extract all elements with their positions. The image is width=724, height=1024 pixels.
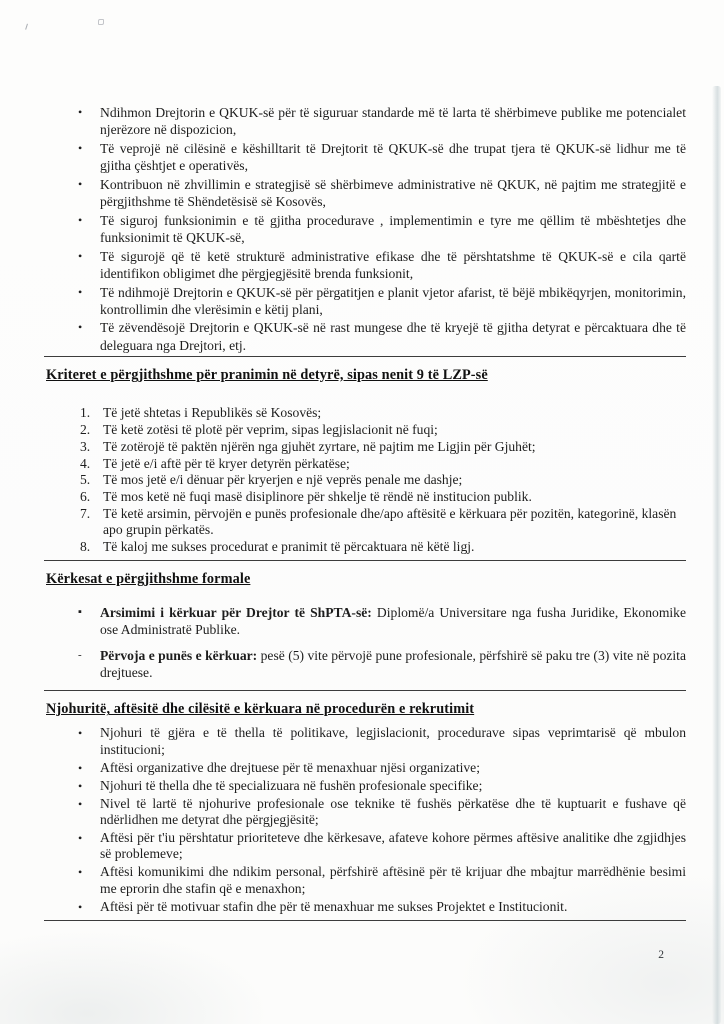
bullet-text: Të sigurojë që të ketë strukturë administrative efikase dhe të përshtatshme të QKUK-së e cila qartë identifikon obligimet dhe përgjegjësitë brenda funksionit, — [100, 248, 686, 281]
bullet-icon: • — [78, 760, 83, 775]
item-text: Të jetë shtetas i Republikës së Kosovës; — [103, 404, 322, 420]
item-text: Të zotërojë të paktën njërën nga gjuhët zyrtare, në pajtim me Ligjin për Gjuhët; — [103, 438, 536, 454]
list-item — [78, 319, 686, 353]
bullet-icon: • — [78, 320, 83, 335]
duties-bullet-list — [44, 104, 686, 354]
bullet-text: Kontribuon në zhvillimin e strategjisë së shërbimeve administrative në QKUK, në pajtim me strategjitë e përgjithshme të Shëndetësisë së Kosovës, — [100, 176, 686, 210]
list-item — [78, 760, 686, 776]
bullet-text: Të ndihmojë Drejtorin e QKUK-së për përgatitjen e planit vjetor afarist, të bëjë mbikëqyrjen, monitorimin, kontrollimin dhe vlerësimin e këtij plani, — [100, 284, 686, 317]
item-text: Të mos jetë e/i dënuar për kryerjen e një veprës penale me dashje; — [103, 472, 463, 488]
item-number: 8. — [80, 539, 91, 555]
bullet-text: Aftësi komunikimi dhe ndikim personal, përfshirë aftësinë për të krijuar dhe mbajtur marrëdhënie besimi me eprorin dhe stafin që e menaxhon; — [100, 864, 686, 896]
list-item — [80, 472, 686, 488]
section-heading-criteria: Kriteret e përgjithshme për pranimin në detyrë, sipas nenit 9 të LZP-së — [46, 366, 488, 383]
bullet-icon: • — [78, 830, 83, 845]
list-item — [78, 212, 686, 246]
list-item — [80, 422, 686, 438]
bullet-icon: • — [78, 176, 83, 191]
bullet-icon: • — [78, 778, 83, 793]
item-text: Të kaloj me sukses procedurat e pranimit të përcaktuara në këtë ligj. — [103, 539, 475, 555]
square-bullet-icon: ▪ — [78, 605, 82, 618]
item-text: Të ketë zotësi të plotë për veprim, sipas legjislacionit në fuqi; — [103, 421, 438, 437]
list-item — [80, 506, 686, 539]
item-body: Diplomë/a Universitare nga fusha Juridike, Ekonomike ose Administratë Publike. — [100, 604, 686, 637]
dash-bullet-icon: - — [78, 649, 82, 662]
item-text: Të ketë arsimin, përvojën e punës profesionale dhe/apo aftësitë e kërkuara për pozitën, kategorinë, klasën apo grupin përkatës. — [103, 506, 677, 538]
bullet-icon: • — [78, 796, 83, 811]
list-item — [78, 104, 686, 138]
page-number: 2 — [658, 948, 664, 961]
section-heading-knowledge-skills: Njohuritë, aftësitë dhe cilësitë e kërkuara në procedurën e rekrutimit — [46, 701, 475, 718]
bullet-text: Njohuri të thella dhe të specializuara në fushën profesionale specifike; — [100, 777, 483, 793]
formal-requirements-list — [44, 604, 686, 682]
item-number: 5. — [80, 472, 91, 488]
bullet-icon: • — [78, 726, 83, 741]
bullet-icon: • — [78, 212, 83, 227]
list-item — [78, 284, 686, 318]
bullet-text: Të siguroj funksionimin e të gjitha procedurave , implementimin e tyre me qëllim të mbështetjes dhe funksionimit të QKUK-së, — [100, 212, 686, 245]
bullet-icon: • — [78, 865, 83, 880]
bullet-icon: • — [78, 899, 83, 914]
scan-artifact — [25, 24, 30, 31]
item-text — [100, 604, 686, 638]
list-item — [78, 899, 686, 915]
item-number: 6. — [80, 489, 91, 505]
bullet-icon: • — [78, 248, 83, 263]
item-text: Të jetë e/i aftë për të kryer detyrën përkatëse; — [103, 455, 350, 471]
section-divider — [44, 920, 686, 921]
bullet-text: Aftësi organizative dhe drejtuese për të menaxhuar njësi organizative; — [100, 759, 480, 775]
section-divider — [44, 690, 686, 691]
bullet-text: Të zëvendësojë Drejtorin e QKUK-së në rast mungese dhe të kryejë të gjitha detyrat e përcaktuara dhe të deleguara nga Drejtori, etj. — [100, 320, 686, 353]
section-divider — [44, 560, 686, 561]
list-item — [78, 778, 686, 794]
list-item — [78, 864, 686, 897]
bullet-text: Aftësi për t'iu përshtatur prioriteteve dhe kërkesave, afateve kohore përmes aftësive analitike dhe zgjidhjes së problemeve; — [100, 829, 686, 862]
list-item — [78, 796, 686, 829]
item-number: 7. — [80, 506, 91, 522]
list-item — [80, 456, 686, 472]
page-edge-shadow — [712, 86, 721, 1024]
item-number: 1. — [80, 404, 91, 420]
item-number: 2. — [80, 421, 91, 437]
item-number: 4. — [80, 455, 91, 471]
list-item — [78, 140, 686, 174]
list-item — [78, 248, 686, 282]
list-item — [78, 830, 686, 863]
item-text: Të mos ketë në fuqi masë disiplinore për shkelje të rëndë në institucion publik. — [103, 489, 532, 505]
bullet-text: Aftësi për të motivuar stafin dhe për të menaxhuar me sukses Projektet e Institucionit. — [100, 898, 568, 914]
list-item — [80, 405, 686, 421]
item-lead-bold: Arsimimi i kërkuar për Drejtor të ShPTA-së: — [100, 604, 372, 620]
item-number: 3. — [80, 438, 91, 454]
scan-artifact — [98, 19, 104, 25]
bullet-text: Të veprojë në cilësinë e këshilltarit të Drejtorit të QKUK-së dhe trupat tjera të QKUK-së lidhur me të gjitha çështjet e operativës, — [100, 140, 686, 174]
bullet-icon: • — [78, 105, 83, 119]
bullet-text: Njohuri të gjëra e të thella të politikave, legjislacionit, procedurave sipas veprimtarisë që mbulon institucioni; — [100, 725, 686, 757]
list-item — [80, 489, 686, 505]
bullet-icon: • — [78, 284, 83, 299]
list-item — [80, 439, 686, 455]
list-item — [78, 725, 686, 758]
item-body: pesë (5) vite përvojë pune profesionale, përfshirë së paku tre (3) vite në pozita drejtuese. — [100, 648, 686, 681]
bullet-text: Ndihmon Drejtorin e QKUK-së për të siguruar standarde më të larta të shërbimeve publike me potencialet njerëzore në dispozicion, — [100, 105, 686, 138]
bullet-icon: • — [78, 140, 83, 155]
bullet-text: Nivel të lartë të njohurive profesionale ose teknike të fushës përkatëse dhe të kuptuarit e fushave që ndërlidhen me detyrat dhe përgjegjësitë; — [100, 795, 686, 828]
item-text — [100, 647, 686, 681]
item-lead-bold: Përvoja e punës e kërkuar: — [100, 648, 258, 664]
list-item — [78, 176, 686, 210]
section-heading-formal-requirements: Kërkesat e përgjithshme formale — [46, 570, 251, 587]
list-item — [78, 647, 686, 681]
list-item — [80, 539, 686, 555]
section-divider — [44, 356, 686, 357]
criteria-numbered-list — [80, 405, 686, 556]
list-item — [78, 604, 686, 638]
skills-bullet-list — [44, 725, 686, 914]
